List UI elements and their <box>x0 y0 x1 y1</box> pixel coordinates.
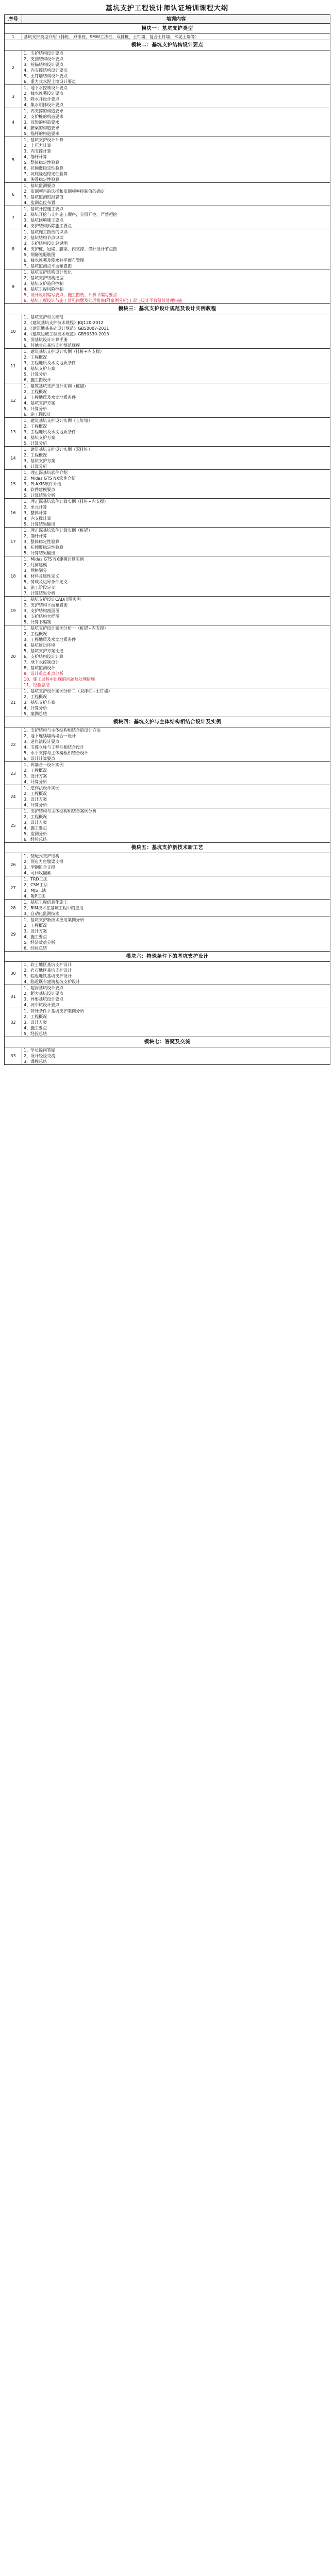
row-content <box>22 727 330 762</box>
content-line: 1、基坑工程信息化施工 <box>24 900 68 905</box>
content-line: 3、冠梁的构造要求 <box>24 120 60 125</box>
content-line: 2、支护桩的构造要求 <box>24 114 64 119</box>
content-line: 1、TRD工法 <box>24 877 47 882</box>
row-content <box>22 418 330 447</box>
content-line: 3、型钢组合支撑 <box>24 865 56 870</box>
content-line: 3、降水井设计要点 <box>24 97 60 101</box>
row-content <box>22 447 330 470</box>
row-content <box>22 206 330 229</box>
document <box>4 3 330 1065</box>
content-line: 4、《建筑边坡工程技术规范》GB50330-2013 <box>24 332 109 336</box>
table-row <box>5 447 330 470</box>
row-content <box>22 1008 330 1037</box>
content-line: 4、临近既有建筑基坑支护设计 <box>24 979 80 984</box>
content-line: 1、基坑支护新技术应用案例分析 <box>24 918 85 922</box>
content-line: 3、异形基坑设计要点 <box>24 997 64 1002</box>
content-line: 3、支护结构剖面图 <box>24 608 60 613</box>
row-content <box>22 556 330 597</box>
table-row <box>5 556 330 597</box>
table-row <box>5 808 330 843</box>
row-content <box>22 762 330 785</box>
row-content <box>22 314 330 349</box>
table-row <box>5 183 330 206</box>
row-content <box>22 183 330 206</box>
content-line: 4、计算分析 <box>24 464 47 469</box>
content-line: 1、支护结构设计要点 <box>24 51 64 56</box>
content-line: 4、锚杆计算 <box>24 155 47 159</box>
content-line: 6、支护结构设计计算 <box>24 654 64 659</box>
table-row <box>5 383 330 418</box>
module-title: 模块四：基坑支护与主体结构相结合设计及实例 <box>5 717 330 727</box>
content-line: 2、工程概况 <box>24 355 47 360</box>
module-title: 模块六：特殊条件下的基坑支护设计 <box>5 952 330 962</box>
content-line: 4、抗倾覆稳定性验算 <box>24 545 64 550</box>
content-line: 2、截水帷幕设计要点 <box>24 91 64 96</box>
content-line: 5、锚杆的构造要求 <box>24 131 60 136</box>
content-line: 2、工程概况 <box>24 815 47 819</box>
content-line: 1、基坑支护相关规范 <box>24 315 64 319</box>
content-line: 3、基坑支护方案 <box>24 700 56 705</box>
content-line: 4、坑中坑设计要点 <box>24 1003 60 1007</box>
content-line: 8、基坑监测设计 <box>24 666 56 670</box>
content-line: 4、支护结构拆除施工要点 <box>24 224 72 228</box>
content-line: 3、工程地质及水文地质条件 <box>24 637 76 642</box>
content-line: 8、渗透稳定性验算 <box>24 177 60 182</box>
row-content <box>22 470 330 499</box>
row-content <box>22 625 330 688</box>
content-line: 5、钢筋笼配筋图 <box>24 252 56 257</box>
content-line: 4、集水明排设计要点 <box>24 103 64 107</box>
row-number: 19 <box>5 597 22 625</box>
content-line: 3、基坑支护方案 <box>24 459 56 463</box>
table-row <box>5 470 330 499</box>
row-number: 28 <box>5 900 22 917</box>
row-content <box>22 137 330 183</box>
row-number: 1 <box>5 34 22 40</box>
content-line: 1、基坑开挖施工要点 <box>24 207 64 211</box>
content-line: 5、案例总结 <box>24 711 47 716</box>
content-line: 2、工程概况 <box>24 424 47 429</box>
table-row <box>5 900 330 917</box>
row-content <box>22 50 330 85</box>
content-line: 3、PLAXIS软件介绍 <box>24 482 61 486</box>
table-row <box>5 206 330 229</box>
content-line: 3、整体计算 <box>24 511 47 515</box>
content-line: 2、设计经验交流 <box>24 1054 56 1058</box>
content-line: 11、经验总结 <box>24 683 50 687</box>
table-row <box>5 876 330 900</box>
row-content <box>22 808 330 843</box>
content-line: 2、基坑支护结构选型 <box>24 276 64 280</box>
row-number: 10 <box>5 314 22 349</box>
content-line: 3、整体稳定性验算 <box>24 539 60 544</box>
content-line: 1、超深基坑设计要点 <box>24 986 64 990</box>
table-header-row <box>5 15 330 24</box>
row-number: 18 <box>5 556 22 597</box>
row-number: 24 <box>5 785 22 808</box>
module-row <box>5 304 330 314</box>
row-number: 4 <box>5 108 22 137</box>
table-row <box>5 499 330 528</box>
content-line: 6、设计计算要点 <box>24 756 56 761</box>
content-line: 5、深基坑设计计算手册 <box>24 337 68 342</box>
content-line: 4、施工要点 <box>24 826 47 831</box>
content-line: 2、工程概况 <box>24 923 47 928</box>
table-row <box>5 853 330 876</box>
table-row <box>5 727 330 762</box>
table-row <box>5 597 330 625</box>
content-line: 1、理正深基坑软件计算实例（排桩+内支撑） <box>24 499 108 504</box>
content-line: 2、岩石地区基坑支护设计 <box>24 968 72 973</box>
content-line: 5、土钉墙结构设计要点 <box>24 74 68 78</box>
row-content <box>22 597 330 625</box>
content-line: 2、工程概况 <box>24 694 47 699</box>
content-line: 4、软件建模要点 <box>24 487 56 492</box>
table-row <box>5 50 330 85</box>
content-line: 6、经验总结 <box>24 946 47 951</box>
module-row <box>5 843 330 853</box>
content-line: 5、计算结果分析 <box>24 493 56 498</box>
content-line: 4、支撑立柱与工程桩相结合设计 <box>24 745 85 750</box>
table-row <box>5 269 330 304</box>
row-number: 9 <box>5 269 22 304</box>
content-line: 5、监测分析 <box>24 832 47 836</box>
content-line: 1、基坑支护设计CAD出图实例 <box>24 597 81 602</box>
row-number: 7 <box>5 206 22 229</box>
content-line: 1、Midas GTS NX建模计算实例 <box>24 557 84 562</box>
content-line: 1、基坑施工图纸的识读 <box>24 230 68 234</box>
table-row <box>5 229 330 269</box>
content-line: 3、内支撑计算 <box>24 149 52 154</box>
row-number: 21 <box>5 688 22 717</box>
table-row <box>5 528 330 556</box>
row-number: 8 <box>5 229 22 269</box>
content-line: 1、内支撑的构造要求 <box>24 109 64 113</box>
content-line: 6、施工图设计 <box>24 412 52 417</box>
row-number: 30 <box>5 962 22 985</box>
content-line: 2、工程概况 <box>24 791 47 796</box>
content-line: 2、几何建模 <box>24 563 47 567</box>
content-line: 2、支挡结构设计要点 <box>24 57 64 61</box>
content-line: 1、地下水控制设计要点 <box>24 86 68 90</box>
content-line: 2、基坑结构节点识读 <box>24 235 64 240</box>
row-content <box>22 876 330 900</box>
content-line: 3、支护结构设计总说明 <box>24 241 68 246</box>
content-line: 2、BIM技术在基坑工程中的应用 <box>24 906 84 910</box>
content-line: 2、地下连续墙两墙合一设计 <box>24 734 76 738</box>
content-line: 3、设计方案 <box>24 929 47 934</box>
row-content <box>22 985 330 1008</box>
module-row <box>5 24 330 34</box>
content-line: 6、截水帷幕及降水井平面布置图 <box>24 258 85 263</box>
row-number: 29 <box>5 917 22 952</box>
row-content <box>22 1047 330 1065</box>
content-line: 4、腰梁的构造要求 <box>24 126 60 130</box>
row-number: 17 <box>5 528 22 556</box>
content-line: 4、计算分析 <box>24 706 47 710</box>
content-line: 3、自动化监测技术 <box>24 911 60 916</box>
content-line: 3、逆作法设计要点 <box>24 739 60 744</box>
table-row <box>5 349 330 383</box>
content-line: 2、超大基坑设计要点 <box>24 991 64 996</box>
row-content <box>22 900 330 917</box>
content-line: 5、计算分析 <box>24 441 47 446</box>
table-row <box>5 1008 330 1037</box>
row-number: 22 <box>5 727 22 762</box>
row-content <box>22 383 330 418</box>
content-line: 2、Midas GTS NX软件介绍 <box>24 476 76 481</box>
content-line: 2、基坑开挖与支护施工顺序，分层开挖，严禁超挖 <box>24 212 118 217</box>
content-line: 3、基坑回填施工要点 <box>24 218 64 223</box>
row-content <box>22 688 330 717</box>
content-line: 3、工程地质及水文地质条件 <box>24 361 76 365</box>
row-number: 14 <box>5 447 22 470</box>
row-number: 6 <box>5 183 22 206</box>
table-row <box>5 85 330 108</box>
row-number: 3 <box>5 85 22 108</box>
content-line: 6、其他省市基坑支护规范规程 <box>24 343 80 348</box>
content-line: 1、学员提问答疑 <box>24 1048 56 1053</box>
content-line: 3、工程地质及水文地质条件 <box>24 395 76 400</box>
content-line: 2、支护结构平面布置图 <box>24 603 68 607</box>
content-line: 1、软土地区基坑支护设计 <box>24 962 72 967</box>
content-line: 1、建筑基坑支护设计实例（土钉墙） <box>24 418 93 423</box>
row-number: 16 <box>5 499 22 528</box>
module-row <box>5 952 330 962</box>
table-row <box>5 108 330 137</box>
row-content <box>22 108 330 137</box>
row-number: 31 <box>5 985 22 1008</box>
content-line: 5、荷载及边界条件定义 <box>24 580 68 584</box>
content-line: 1、基坑支护设计计算 <box>24 138 64 142</box>
content-line: 5、整体稳定性验算 <box>24 160 60 165</box>
content-line: 5、计算分析 <box>24 372 47 377</box>
table-row <box>5 418 330 447</box>
content-line: 4、基坑周边环境 <box>24 643 56 648</box>
table-body <box>5 24 330 1065</box>
content-line: 4、基坑支护方案 <box>24 401 56 405</box>
content-line: 基坑支护类型介绍（排桩、双排桩、SMW工法桩、双排桩、土钉墙、复合土钉墙、水泥土墙等） <box>24 35 199 39</box>
row-number: 33 <box>5 1047 22 1065</box>
content-line: 5、计算书编制 <box>24 620 52 624</box>
table-row <box>5 1047 330 1065</box>
content-line: 4、基坑工程风险控制 <box>24 287 64 292</box>
content-line: 2、工程概况 <box>24 768 47 773</box>
content-line: 3、桩锚结构设计要点 <box>24 62 64 67</box>
module-row <box>5 717 330 727</box>
content-line: 3、设计方案 <box>24 774 47 778</box>
content-line: 4、基坑支护方案 <box>24 366 56 371</box>
content-line: 1、建筑基坑支护设计实例（排桩+内支撑） <box>24 349 104 354</box>
content-line: 2、工程概况 <box>24 1014 47 1019</box>
content-line: 6、重力式水泥土墙设计要点 <box>24 79 76 84</box>
row-content <box>22 853 330 876</box>
module-row <box>5 1037 330 1047</box>
content-line: 5、设计说明编写要点，施工图纸、计算书编写要点 <box>24 293 118 297</box>
content-line: 3、临近地铁基坑支护设计 <box>24 974 72 978</box>
row-number: 12 <box>5 383 22 418</box>
content-line: 4、监测点位布置 <box>24 200 56 205</box>
content-line: 2、土压力计算 <box>24 143 52 148</box>
content-line: 4、内支撑计算 <box>24 516 52 521</box>
content-line: 3、设计方案 <box>24 820 47 825</box>
content-line: 6、经验总结 <box>24 837 47 842</box>
content-line: 1、基坑支护设计案例分析二（双排桩+土钉墙） <box>24 689 112 693</box>
row-number: 26 <box>5 853 22 876</box>
content-line: 5、计算结果输出 <box>24 551 56 555</box>
content-line: 4、施工要点 <box>24 935 47 939</box>
module-row <box>5 40 330 50</box>
content-line: 3、基坑支护造价控制 <box>24 281 64 286</box>
content-line: 1、基坑监测要点 <box>24 183 56 188</box>
row-number: 23 <box>5 762 22 785</box>
syllabus-table <box>4 14 330 1065</box>
content-line: 1、理正深基坑软件计算实例（桩锚） <box>24 528 93 533</box>
content-line: 10、施工过程中出现的问题及处理措施 <box>24 677 95 682</box>
content-line: 6、施工阶段定义 <box>24 585 56 590</box>
content-line: 2、《建筑基坑支护技术规程》JGJ120-2012 <box>24 320 104 325</box>
content-line: 5、基坑支护方案比选 <box>24 649 64 653</box>
row-content <box>22 785 330 808</box>
content-line: 3、设计方案 <box>24 1020 47 1025</box>
content-line: 1、逆作法设计实例 <box>24 786 60 790</box>
document-title: 基坑支护工程设计师认证培训课程大纲 <box>105 5 228 12</box>
content-line: 4、支护桩、冠梁、腰梁、内支撑、锚杆设计节点图 <box>24 247 118 251</box>
content-line: 4、计算分析 <box>24 779 47 784</box>
table-row <box>5 688 330 717</box>
content-line: 3、《建筑地基基础设计规范》GB50007-2011 <box>24 326 109 331</box>
content-line: 4、计算分析 <box>24 803 47 807</box>
module-title: 模块一：基坑支护类型 <box>5 24 330 34</box>
content-line: 9、设计重点难点分析 <box>24 671 64 676</box>
row-content <box>22 499 330 528</box>
content-line: 6、施工图设计 <box>24 378 52 382</box>
row-number: 5 <box>5 137 22 183</box>
content-line: 2、工程概况 <box>24 632 47 636</box>
content-line: 4、内支撑结构设计要点 <box>24 68 68 73</box>
content-line: 1、建筑基坑支护设计实例（桩锚） <box>24 384 89 388</box>
row-content <box>22 34 330 40</box>
row-content <box>22 269 330 304</box>
table-row <box>5 985 330 1008</box>
content-line: 1、特殊条件下基坑支护案例分析 <box>24 1009 85 1013</box>
content-line: 5、计算结果输出 <box>24 522 56 527</box>
content-line: 1、基坑支护结构设计优化 <box>24 270 72 275</box>
content-line: 1、支护结构与主体结构相结合的设计方法 <box>24 728 101 733</box>
header-no: 序号 <box>5 15 22 24</box>
row-content <box>22 917 330 952</box>
content-line: 5、经济效益分析 <box>24 940 56 945</box>
content-line: 3、设计方案 <box>24 797 47 802</box>
content-line: 1、建筑基坑支护设计实例（双排桩） <box>24 447 93 452</box>
row-number: 11 <box>5 349 22 383</box>
content-line: 3、基坑监测的报警值 <box>24 195 64 199</box>
content-line: 6、抗倾覆稳定性验算 <box>24 166 64 171</box>
content-line: 3、工程地质及水文地质条件 <box>24 430 76 434</box>
content-line: 1、装配式支护结构 <box>24 854 60 858</box>
content-line: 4、材料及属性定义 <box>24 574 60 579</box>
row-number: 27 <box>5 876 22 900</box>
content-line: 7、基坑监测点平面布置图 <box>24 264 72 268</box>
content-line: 4、RJP工法 <box>24 894 45 899</box>
table-row <box>5 137 330 183</box>
content-line: 2、监测项目的选择和监测频率控制值的确定 <box>24 189 105 194</box>
content-line: 6、基坑工程设计与施工常见问题及处理措施(附案例分析)工况与设计不符及其处理措施 <box>24 298 182 303</box>
row-content <box>22 962 330 985</box>
row-content <box>22 528 330 556</box>
table-row <box>5 314 330 349</box>
content-line: 5、水平支撑与主体楼板相结合设计 <box>24 751 89 755</box>
row-content <box>22 349 330 383</box>
row-number: 25 <box>5 808 22 843</box>
table-row <box>5 762 330 785</box>
content-line: 2、CSM工法 <box>24 883 48 887</box>
module-title: 模块五：基坑支护新技术新工艺 <box>5 843 330 853</box>
content-line: 5、计算分析 <box>24 406 47 411</box>
module-title: 模块三：基坑支护设计规范及设计实例教程 <box>5 304 330 314</box>
row-number: 20 <box>5 625 22 688</box>
row-content <box>22 229 330 269</box>
header-content: 培训内容 <box>22 15 330 24</box>
module-title: 模块二：基坑支护结构设计要点 <box>5 40 330 50</box>
content-line: 7、计算结果分析 <box>24 591 56 596</box>
content-line: 2、工程概况 <box>24 389 47 394</box>
table-row <box>5 34 330 40</box>
table-row <box>5 962 330 985</box>
content-line: 4、可回收锚索 <box>24 871 52 875</box>
content-line: 4、施工要点 <box>24 1026 47 1030</box>
content-line: 1、两墙合一设计实例 <box>24 762 64 767</box>
content-line: 4、支护结构大样图 <box>24 614 60 619</box>
content-line: 1、支护结构与主体结构相结合案例分析 <box>24 809 97 814</box>
content-line: 4、基坑支护方案 <box>24 435 56 440</box>
table-row <box>5 625 330 688</box>
row-number: 32 <box>5 1008 22 1037</box>
module-title: 模块七：答疑及交流 <box>5 1037 330 1047</box>
content-line: 3、网格划分 <box>24 568 47 573</box>
table-row <box>5 785 330 808</box>
content-line: 2、工程概况 <box>24 453 47 457</box>
content-line: 2、单元计算 <box>24 505 47 510</box>
row-content <box>22 85 330 108</box>
content-line: 1、理正深基坑软件介绍 <box>24 470 68 475</box>
row-number: 13 <box>5 418 22 447</box>
content-line: 3、MJS工法 <box>24 888 46 893</box>
content-line: 5、经验总结 <box>24 1031 47 1036</box>
table-row <box>5 917 330 952</box>
content-line: 2、预应力鱼腹梁支撑 <box>24 859 64 864</box>
row-number: 15 <box>5 470 22 499</box>
content-line: 7、坑底隆起稳定性验算 <box>24 172 68 176</box>
content-line: 7、地下水控制设计 <box>24 660 60 665</box>
content-line: 3、课程总结 <box>24 1059 47 1064</box>
content-line: 2、锚杆计算 <box>24 534 47 538</box>
row-number: 2 <box>5 50 22 85</box>
content-line: 1、基坑支护设计案例分析一（桩锚+内支撑） <box>24 626 108 631</box>
